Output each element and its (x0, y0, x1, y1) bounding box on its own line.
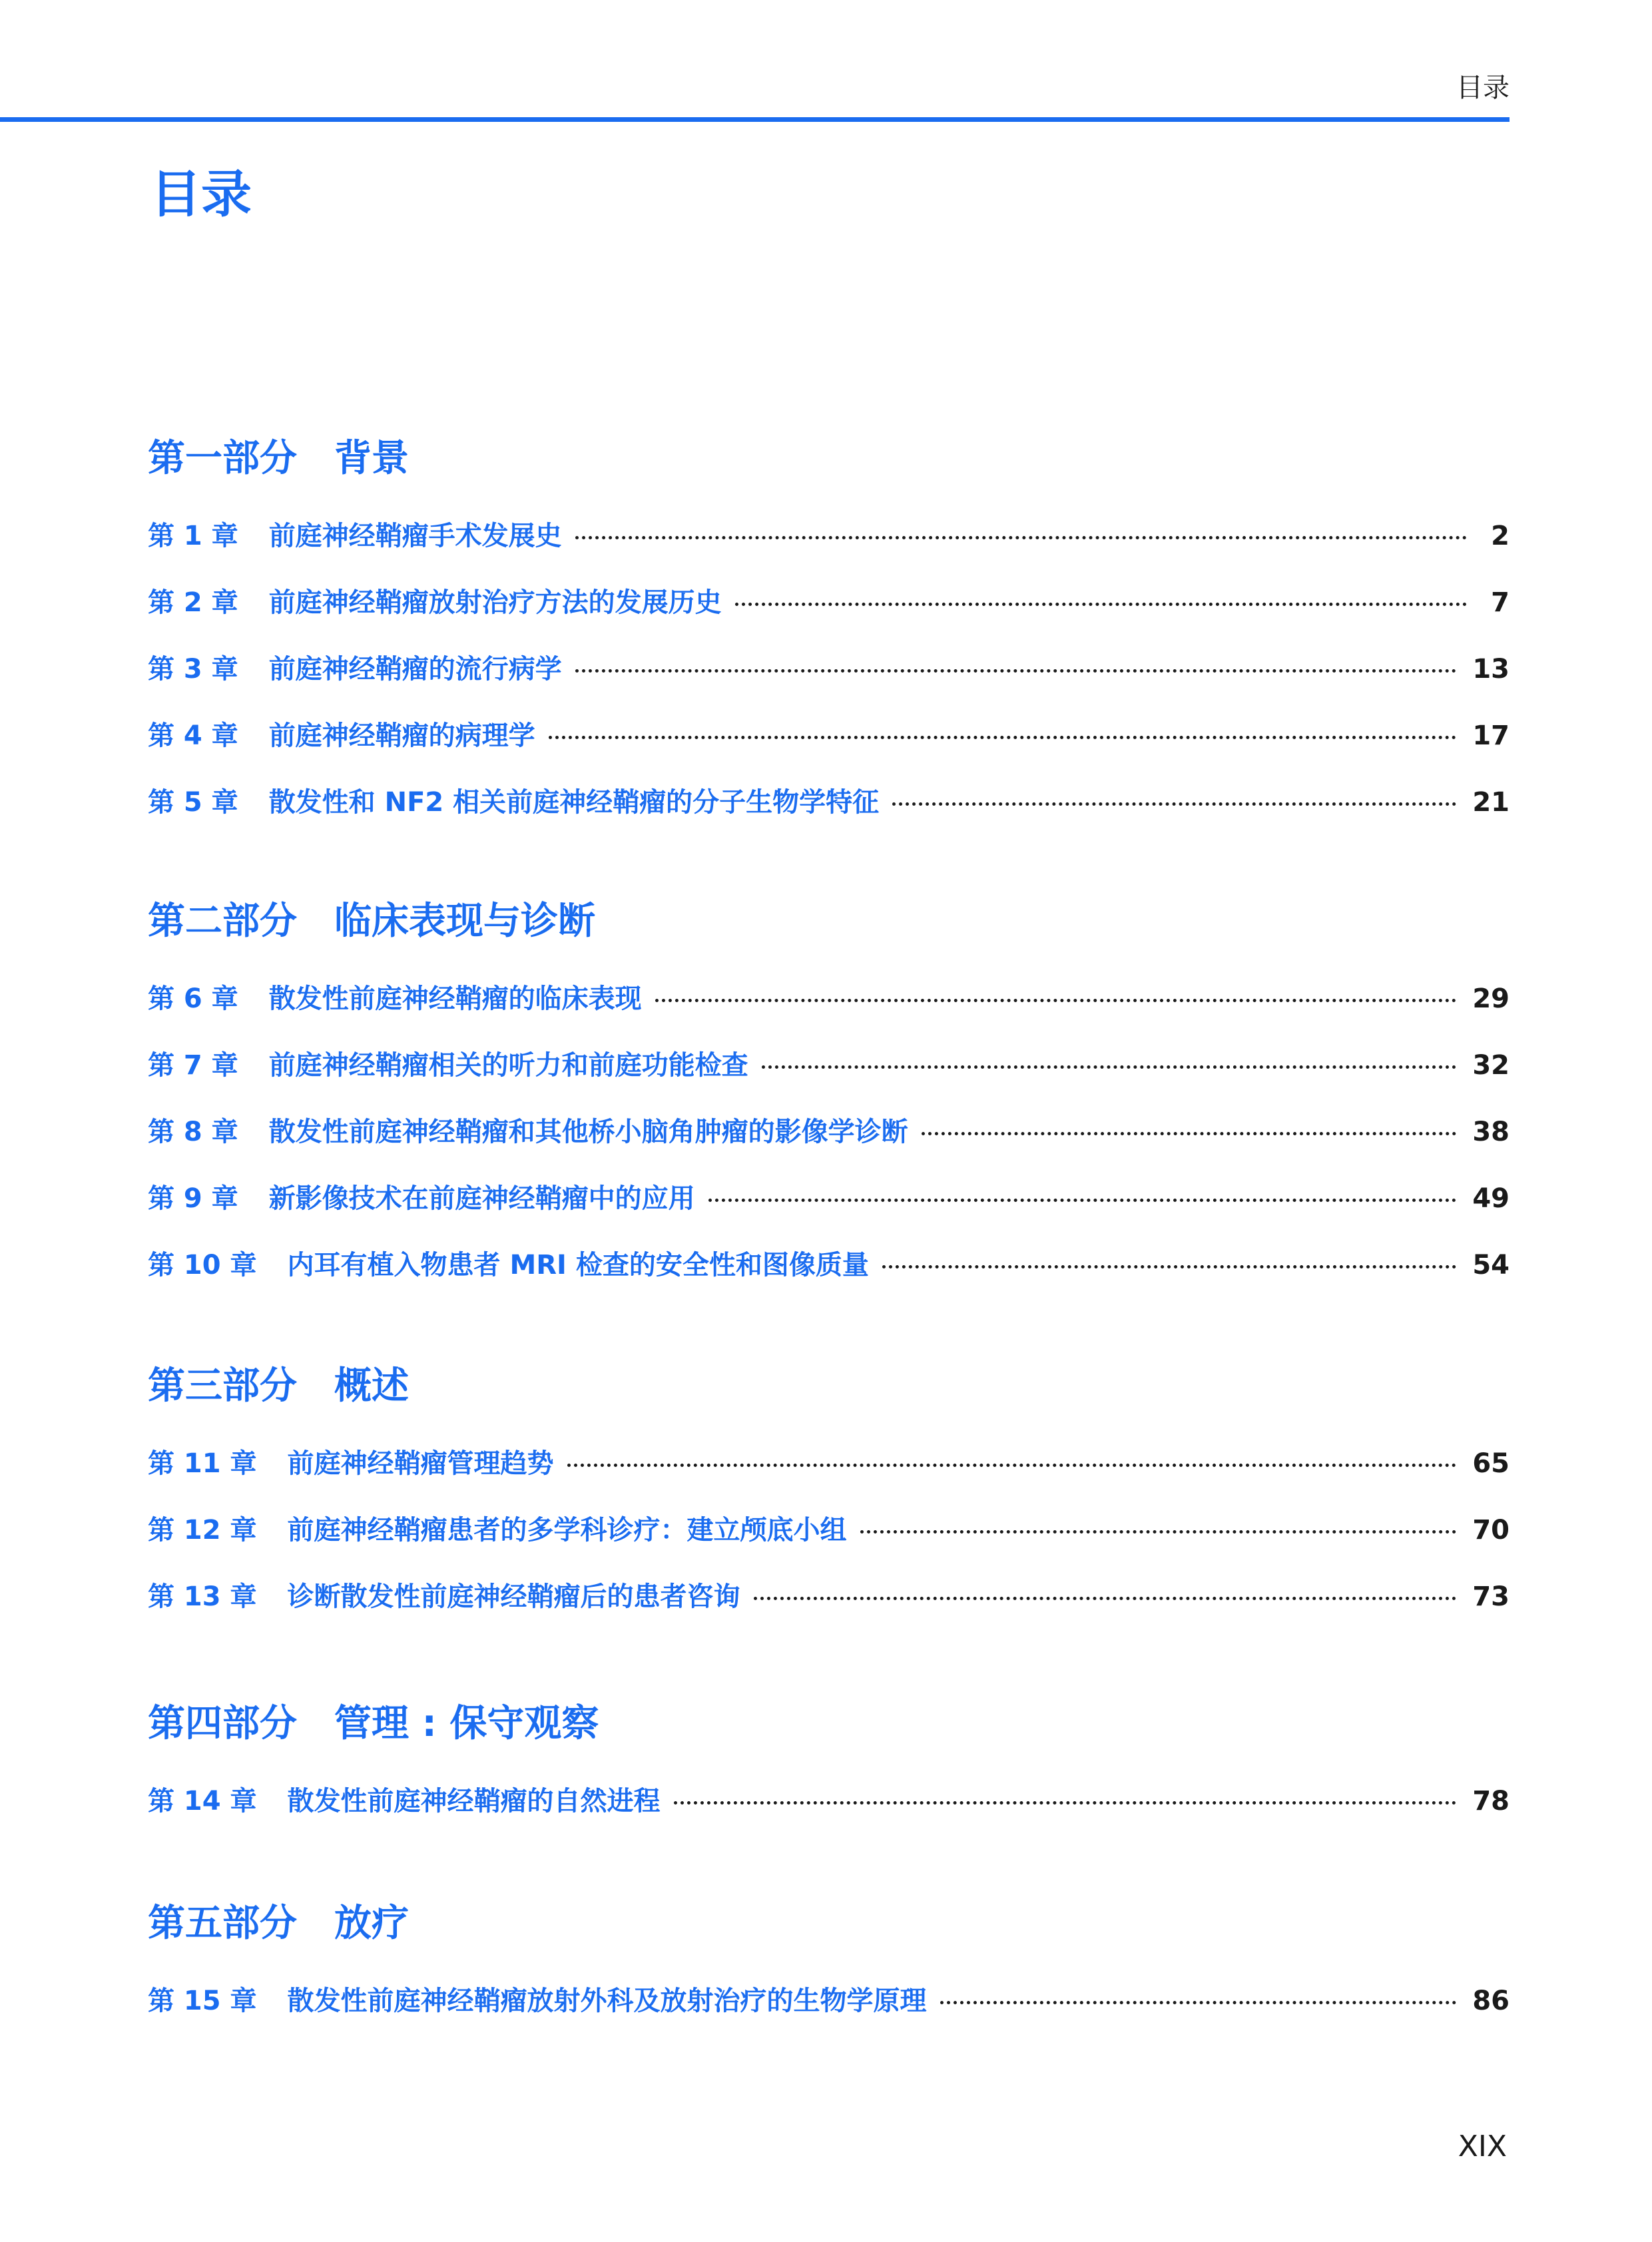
chapter-title: 前庭神经鞘瘤的病理学 (268, 720, 535, 751)
page-number: 2 (1491, 521, 1510, 551)
chapter-title: 前庭神经鞘瘤患者的多学科诊疗：建立颅底小组 (287, 1515, 847, 1545)
part-heading: 第二部分 临床表现与诊断 (148, 900, 595, 943)
toc-entry-ch1[interactable] (148, 503, 1510, 569)
part-heading: 第四部分 管理 : 保守观察 (148, 1702, 599, 1745)
toc-entry-ch11[interactable] (148, 1430, 1510, 1497)
chapter-number: 第 10 章 (148, 1250, 257, 1280)
chapter-title: 前庭神经鞘瘤放射治疗方法的发展历史 (268, 587, 722, 618)
dot-leader (708, 1199, 1457, 1202)
chapter-title: 内耳有植入物患者 MRI 检查的安全性和图像质量 (287, 1250, 869, 1280)
toc-entry-ch8[interactable] (148, 1099, 1510, 1165)
chapter-title: 新影像技术在前庭神经鞘瘤中的应用 (268, 1183, 695, 1214)
toc-part-1 (148, 436, 1510, 836)
dot-leader (655, 999, 1457, 1002)
dot-leader (549, 736, 1457, 739)
toc-entry-ch9[interactable] (148, 1165, 1510, 1232)
chapter-title: 散发性和 NF2 相关前庭神经鞘瘤的分子生物学特征 (268, 787, 880, 818)
chapter-title: 散发性前庭神经鞘瘤的自然进程 (287, 1786, 661, 1817)
chapter-number: 第 1 章 (148, 521, 238, 551)
part-heading: 第五部分 放疗 (148, 1902, 409, 1945)
header-rule (0, 117, 1510, 122)
chapter-title: 散发性前庭神经鞘瘤的临床表现 (268, 983, 642, 1014)
page-number: 32 (1472, 1050, 1510, 1081)
chapter-number: 第 8 章 (148, 1117, 238, 1147)
dot-leader (922, 1132, 1457, 1135)
page-number: 7 (1491, 587, 1510, 618)
toc-entry-ch3[interactable] (148, 636, 1510, 702)
toc-entry-ch6[interactable] (148, 966, 1510, 1032)
page-number: 49 (1472, 1183, 1510, 1214)
dot-leader (575, 669, 1457, 673)
toc-entry-ch14[interactable] (148, 1768, 1510, 1834)
page-number: 70 (1472, 1515, 1510, 1545)
chapter-number: 第 7 章 (148, 1050, 238, 1081)
dot-leader (940, 2001, 1457, 2004)
page-number: 29 (1472, 983, 1510, 1014)
page-number: 78 (1472, 1786, 1510, 1817)
dot-leader (882, 1265, 1456, 1268)
dot-leader (567, 1464, 1457, 1467)
chapter-title: 前庭神经鞘瘤的流行病学 (268, 654, 562, 685)
chapter-title: 散发性前庭神经鞘瘤和其他桥小脑角肿瘤的影像学诊断 (268, 1117, 908, 1147)
dot-leader (860, 1530, 1457, 1534)
page-number: 13 (1472, 654, 1510, 685)
chapter-title: 前庭神经鞘瘤手术发展史 (268, 521, 562, 551)
page-number: 21 (1472, 787, 1510, 818)
running-header: 目录 (1456, 73, 1510, 103)
chapter-number: 第 2 章 (148, 587, 238, 618)
chapter-number: 第 4 章 (148, 720, 238, 751)
chapter-title: 散发性前庭神经鞘瘤放射外科及放射治疗的生物学原理 (287, 1986, 927, 2016)
dot-leader (735, 603, 1467, 606)
dot-leader (762, 1065, 1457, 1069)
page-number: 54 (1472, 1250, 1510, 1280)
dot-leader (892, 802, 1456, 806)
toc-part-4 (148, 1701, 1510, 1834)
page-number: 17 (1472, 720, 1510, 751)
chapter-number: 第 11 章 (148, 1448, 257, 1479)
chapter-number: 第 15 章 (148, 1986, 257, 2016)
chapter-number: 第 13 章 (148, 1581, 257, 1612)
chapter-number: 第 6 章 (148, 983, 238, 1014)
toc-part-3 (148, 1364, 1510, 1630)
toc-entry-ch15[interactable] (148, 1968, 1510, 2034)
toc-entry-ch12[interactable] (148, 1497, 1510, 1563)
toc-entry-ch7[interactable] (148, 1032, 1510, 1099)
toc-entry-ch5[interactable] (148, 769, 1510, 836)
page-title: 目录 (150, 164, 252, 224)
page-number: 86 (1472, 1986, 1510, 2016)
chapter-title: 诊断散发性前庭神经鞘瘤后的患者咨询 (287, 1581, 740, 1612)
part-heading: 第一部分 背景 (148, 437, 409, 480)
page-folio: XIX (1458, 2129, 1507, 2163)
toc-entry-ch10[interactable] (148, 1232, 1510, 1298)
chapter-number: 第 3 章 (148, 654, 238, 685)
chapter-number: 第 12 章 (148, 1515, 257, 1545)
chapter-title: 前庭神经鞘瘤管理趋势 (287, 1448, 554, 1479)
toc-part-2 (148, 899, 1510, 1298)
chapter-number: 第 9 章 (148, 1183, 238, 1214)
chapter-title: 前庭神经鞘瘤相关的听力和前庭功能检查 (268, 1050, 748, 1081)
dot-leader (575, 536, 1467, 539)
dot-leader (754, 1597, 1457, 1600)
dot-leader (674, 1801, 1457, 1805)
toc-entry-ch13[interactable] (148, 1563, 1510, 1630)
page-number: 73 (1472, 1581, 1510, 1612)
page-number: 65 (1472, 1448, 1510, 1479)
toc-entry-ch2[interactable] (148, 569, 1510, 636)
toc-part-5 (148, 1901, 1510, 2034)
page-number: 38 (1472, 1117, 1510, 1147)
toc-entry-ch4[interactable] (148, 702, 1510, 769)
chapter-number: 第 14 章 (148, 1786, 257, 1817)
part-heading: 第三部分 概述 (148, 1364, 409, 1408)
chapter-number: 第 5 章 (148, 787, 238, 818)
